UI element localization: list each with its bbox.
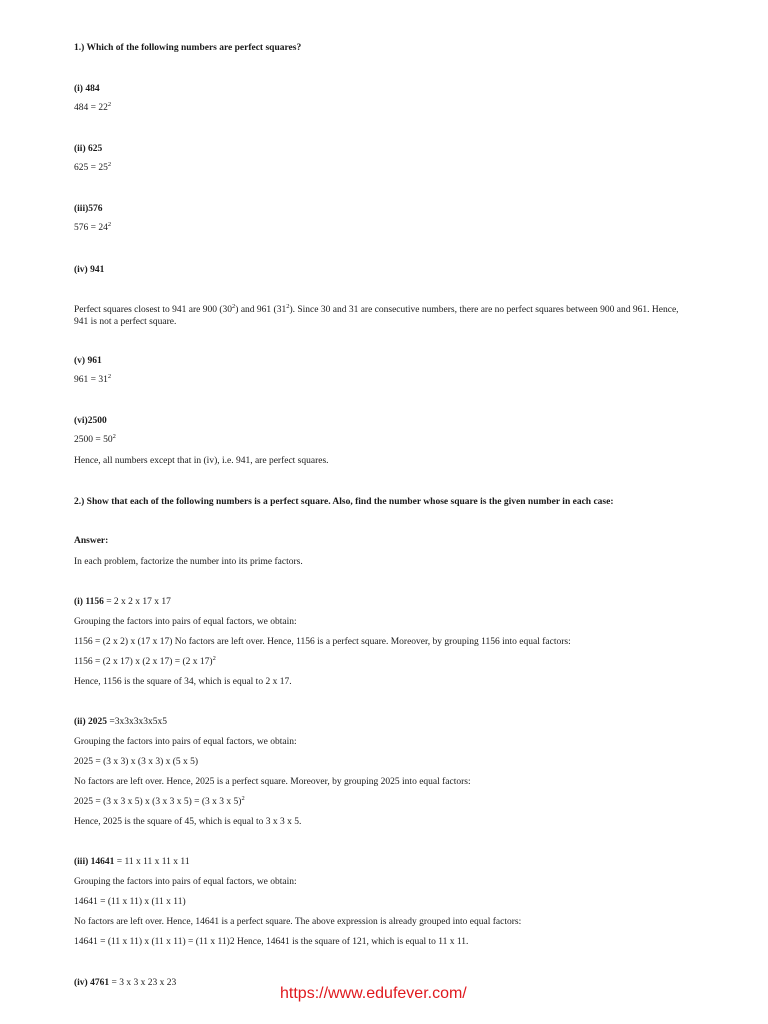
q1-v-heading: (v) 961 [74, 356, 102, 366]
q2-iv-label: (iv) 4761 [74, 978, 110, 988]
q2-intro: In each problem, factorize the number into its prime factors. [74, 557, 303, 567]
q2-i-line2: 1156 = (2 x 2) x (17 x 17) No factors are left over. Hence, 1156 is a perfect square. Moreover, by grouping 1156 into equal factors: [74, 637, 571, 647]
q1-conclusion: Hence, all numbers except that in (iv), i.e. 941, are perfect squares. [74, 456, 329, 466]
exponent: 2 [232, 303, 236, 310]
q2-ii-line4-text: 2025 = (3 x 3 x 5) x (3 x 3 x 5) = (3 x 3 x 5) [74, 797, 242, 807]
q2-i-label: (i) 1156 [74, 597, 104, 607]
q1-iv-heading: (iv) 941 [74, 265, 105, 275]
q2-ii-factorization: =3x3x3x3x5x5 [106, 717, 167, 727]
q1-iii-result [74, 222, 111, 234]
q2-i-line1: Grouping the factors into pairs of equal factors, we obtain: [74, 617, 297, 627]
q2-i-line4: Hence, 1156 is the square of 34, which is equal to 2 x 17. [74, 677, 292, 687]
q2-title: 2.) Show that each of the following numbers is a perfect square. Also, find the number whose square is the given number in each case: [74, 497, 614, 507]
website-link[interactable]: https://www.edufever.com/ [280, 985, 467, 1002]
q1-iv-text-part3: ). Since 30 and 31 are consecutive numbers, there are no perfect squares between 900 and 961. Hence, [289, 305, 679, 315]
q1-iv-text-part1: Perfect squares closest to 941 are 900 (30 [74, 305, 233, 315]
q2-i-line3 [74, 656, 216, 668]
q2-ii-line5: Hence, 2025 is the square of 45, which is equal to 3 x 3 x 5. [74, 817, 302, 827]
q1-i-base: 484 = 22 [74, 103, 108, 113]
q1-vi-base: 2500 = 50 [74, 435, 113, 445]
q2-iv-heading [74, 977, 176, 989]
q1-iii-base: 576 = 24 [74, 223, 108, 233]
q1-i-result [74, 102, 111, 114]
q2-ii-heading [74, 716, 167, 728]
q1-ii-base: 625 = 25 [74, 163, 108, 173]
q1-title: 1.) Which of the following numbers are perfect squares? [74, 43, 302, 53]
q1-vi-result [74, 434, 116, 446]
exponent: 2 [107, 101, 112, 108]
q2-ii-line3: No factors are left over. Hence, 2025 is a perfect square. Moreover, by grouping 2025 into equal factors: [74, 777, 471, 787]
q1-v-result [74, 374, 111, 386]
exponent: 2 [107, 221, 112, 228]
q2-iii-label: (iii) 14641 [74, 857, 115, 867]
q2-answer-label: Answer: [74, 536, 109, 546]
q2-ii-line2: 2025 = (3 x 3) x (3 x 3) x (5 x 5) [74, 757, 199, 767]
q1-iv-text-part2: ) and 961 (31 [235, 305, 287, 315]
q2-iii-heading [74, 856, 190, 868]
q1-vi-heading: (vi)2500 [74, 416, 107, 426]
exponent: 2 [286, 303, 290, 310]
q1-v-base: 961 = 31 [74, 375, 108, 385]
q1-ii-result [74, 162, 111, 174]
q2-iii-line1: Grouping the factors into pairs of equal factors, we obtain: [74, 877, 297, 887]
q2-ii-label: (ii) 2025 [74, 717, 107, 727]
q2-iii-factorization: = 11 x 11 x 11 x 11 [114, 857, 190, 867]
q2-iii-line2: 14641 = (11 x 11) x (11 x 11) [74, 897, 186, 907]
exponent: 2 [212, 655, 216, 662]
q1-iv-explanation-line1 [74, 304, 679, 316]
q1-iv-explanation-line2: 941 is not a perfect square. [74, 317, 177, 327]
q2-iv-factorization: = 3 x 3 x 23 x 23 [109, 978, 177, 988]
q1-i-heading: (i) 484 [74, 84, 100, 94]
exponent: 2 [107, 161, 112, 168]
q2-ii-line4 [74, 796, 245, 808]
q2-i-line3-text: 1156 = (2 x 17) x (2 x 17) = (2 x 17) [74, 657, 213, 667]
q2-i-factorization: = 2 x 2 x 17 x 17 [103, 597, 171, 607]
q2-iii-line4: 14641 = (11 x 11) x (11 x 11) = (11 x 11)2 Hence, 14641 is the square of 121, which is equal to 11 x 11. [74, 937, 469, 947]
exponent: 2 [241, 795, 245, 802]
exponent: 2 [112, 433, 116, 440]
q2-ii-line1: Grouping the factors into pairs of equal factors, we obtain: [74, 737, 297, 747]
q2-iii-line3: No factors are left over. Hence, 14641 is a perfect square. The above expression is already grouped into equal factors: [74, 917, 522, 927]
exponent: 2 [107, 373, 112, 380]
q2-i-heading [74, 596, 171, 608]
q1-iii-heading: (iii)576 [74, 204, 103, 214]
q1-ii-heading: (ii) 625 [74, 144, 103, 154]
